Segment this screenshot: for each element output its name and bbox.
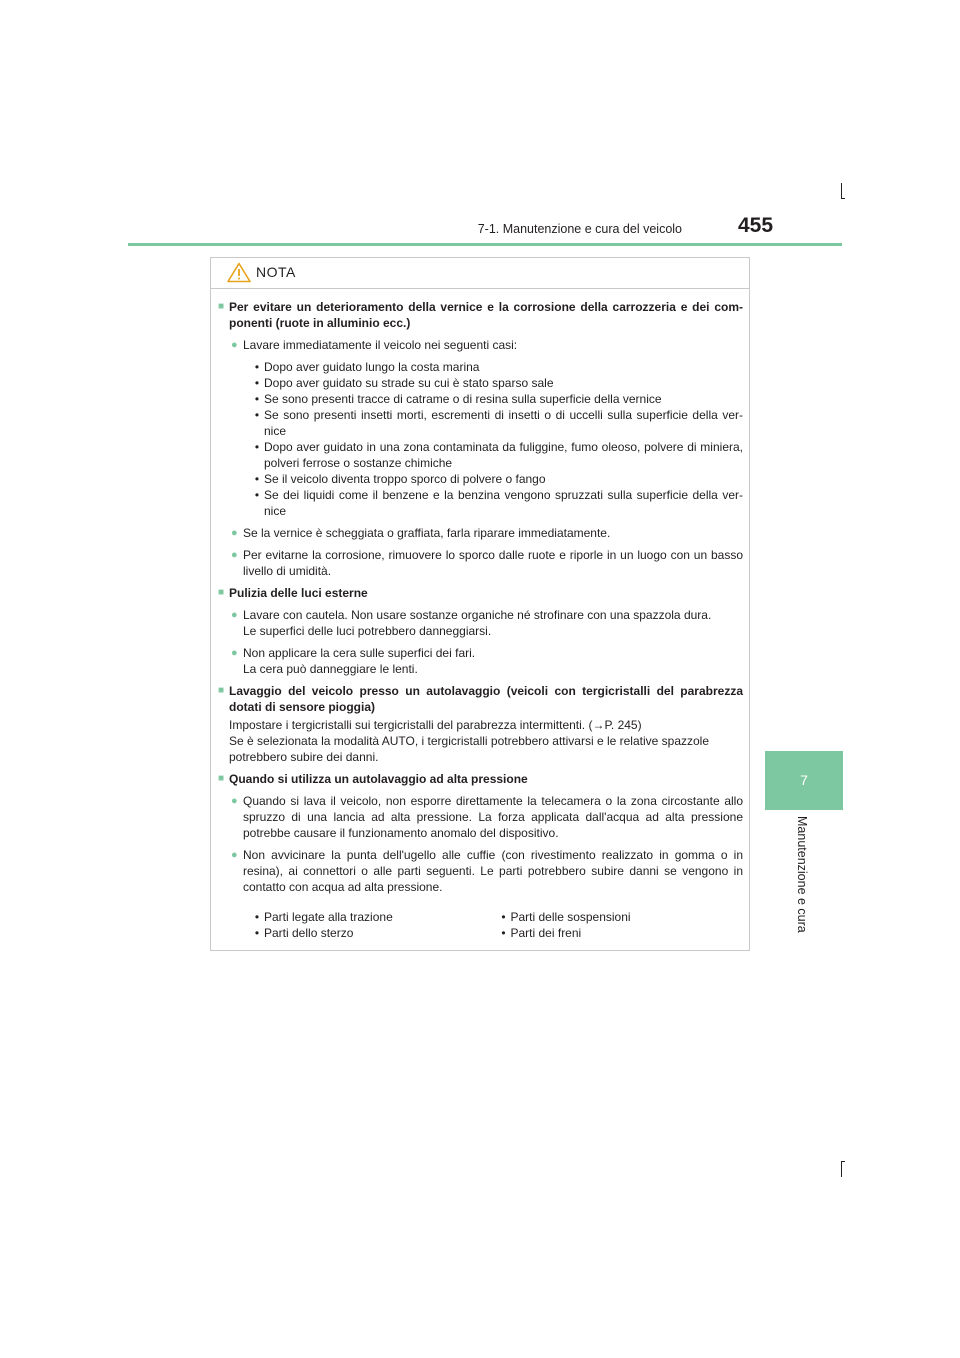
crop-mark-top-tick	[841, 198, 845, 199]
crop-mark-bottom-tick	[841, 1161, 845, 1162]
paragraph: Impostare i tergicristalli sui tergicristalli del parabrezza intermittenti. (→P. 245) Se è selezionata la modalità AUTO, i tergicristalli potrebbero attivarsi e le relative spazzole potrebbero subire dei danni.	[229, 718, 710, 764]
sub-item: • Parti dello sterzo	[254, 926, 354, 940]
circle-bullet-icon: ●	[231, 527, 238, 539]
circle-bullet-icon: ●	[231, 609, 238, 621]
sub-item: • Dopo aver guidato in una zona contaminata da fuliggine, fumo oleoso, polvere di miniera, polveri ferrose o sostanze chimiche	[254, 440, 743, 470]
square-bullet-icon: ■	[218, 685, 225, 696]
sub-item: • Dopo aver guidato lungo la costa marina	[254, 360, 480, 374]
list-item: ● Non applicare la cera sulle superfici dei fari. La cera può danneggiare le lenti.	[231, 646, 476, 676]
list-item: ● Non avvicinare la punta dell'ugello alle cuffie (con rivestimento realizzato in gomma o in resina), ai connettori o alle parti seguenti. Le parti potrebbero subire danni se vengono in contatto con acqua ad alta pressione.	[231, 848, 743, 894]
sub-item: • Se sono presenti tracce di catrame o di resina sulla superficie della vernice	[254, 392, 662, 406]
list-item: ● Lavare con cautela. Non usare sostanze organiche né strofinare con una spazzola dura. Le superfici delle luci potrebbero danneggiarsi.	[231, 608, 712, 638]
sub-list	[218, 359, 743, 519]
circle-bullet-icon: ●	[231, 795, 238, 807]
chapter-side-title: Manutenzione e cura	[795, 816, 809, 933]
sub-item: • Se il veicolo diventa troppo sporco di polvere o fango	[254, 472, 546, 486]
square-bullet-icon: ■	[218, 773, 225, 784]
list-item: ● Lavare immediatamente il veicolo nei seguenti casi:	[231, 338, 518, 352]
section-heading: ■ Quando si utilizza un autolavaggio ad alta pressione	[218, 772, 528, 786]
parts-column	[250, 909, 497, 941]
note-body	[211, 289, 749, 941]
note-box	[210, 257, 750, 951]
square-bullet-icon: ■	[218, 587, 225, 598]
parts-column	[497, 909, 744, 941]
page-number: 455	[738, 214, 774, 237]
sub-item: • Parti legate alla trazione	[254, 910, 393, 924]
chapter-tab: 7	[765, 751, 843, 810]
header-rule	[128, 243, 842, 246]
warning-triangle-icon	[227, 262, 251, 283]
crop-mark-top	[841, 183, 842, 199]
sub-item: • Se dei liquidi come il benzene e la benzina vengono spruzzati sulla superficie della ver-nice	[254, 488, 743, 518]
sub-item: • Se sono presenti insetti morti, escrementi di insetti o di uccelli sulla superficie della ver-nice	[254, 408, 743, 438]
square-bullet-icon: ■	[218, 301, 225, 312]
circle-bullet-icon: ●	[231, 849, 238, 861]
sub-item: • Dopo aver guidato su strade su cui è stato sparso sale	[254, 376, 554, 390]
circle-bullet-icon: ●	[231, 339, 238, 351]
sub-item: • Parti delle sospensioni	[501, 910, 631, 924]
section-heading: ■ Lavaggio del veicolo presso un autolavaggio (veicoli con tergicristalli del parabrezza dotati di sensore pioggia)	[218, 684, 743, 714]
section-heading: ■ Pulizia delle luci esterne	[218, 586, 368, 600]
list-item: ● Per evitarne la corrosione, rimuovere lo sporco dalle ruote e riporle in un luogo con un basso livello di umidità.	[231, 548, 743, 578]
list-item: ● Quando si lava il veicolo, non esporre direttamente la telecamera o la zona circostante allo spruzzo di una lancia ad alta pressione. La forza applicata dall'acqua ad alta pressione potrebbe causare il funzionamento anomalo del dispositivo.	[231, 794, 743, 840]
running-header-section: 7-1. Manutenzione e cura del veicolo	[477, 222, 682, 236]
circle-bullet-icon: ●	[231, 549, 238, 561]
crop-mark-bottom	[841, 1161, 842, 1177]
sub-item: • Parti dei freni	[501, 926, 582, 940]
note-header	[211, 258, 749, 289]
circle-bullet-icon: ●	[231, 647, 238, 659]
list-item: ● Se la vernice è scheggiata o graffiata, farla riparare immediatamente.	[231, 526, 611, 540]
note-title: NOTA	[256, 264, 296, 280]
parts-list	[218, 909, 743, 941]
section-heading: ■ Per evitare un deterioramento della vernice e la corrosione della carrozzeria e dei com-ponenti (ruote in alluminio ecc.)	[218, 300, 743, 330]
